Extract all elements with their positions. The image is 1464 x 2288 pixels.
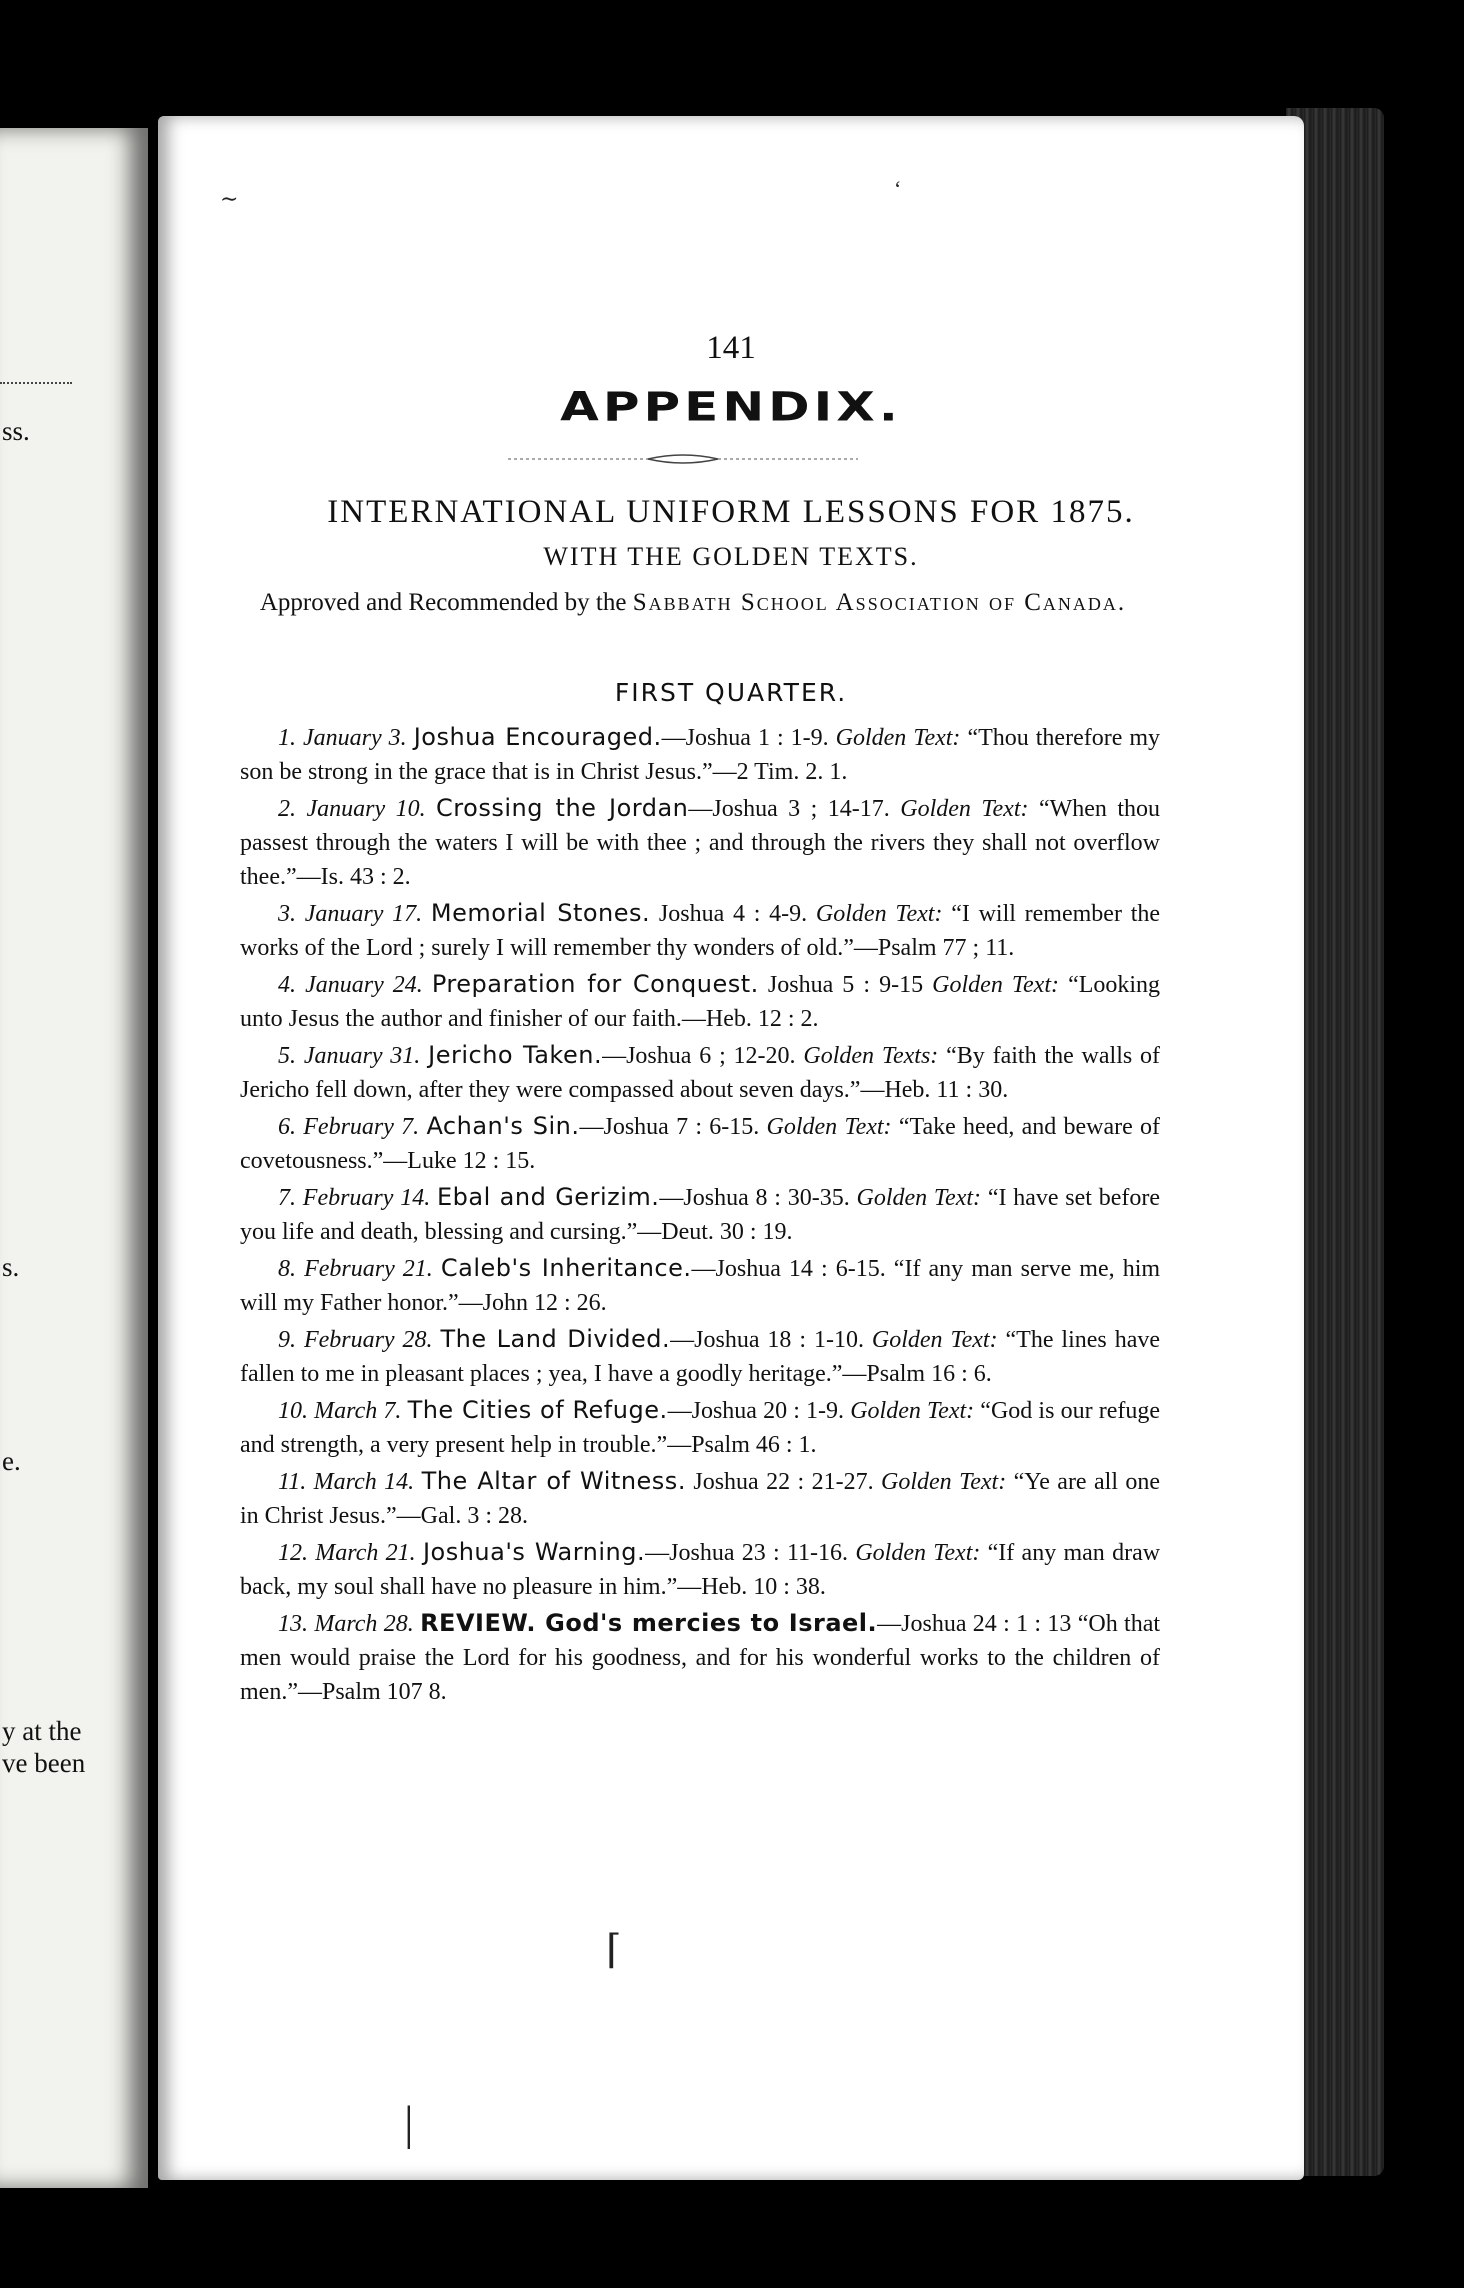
golden-text: “Looking unto Jesus the author and finisher of our faith.—Heb. 12 : 2. xyxy=(240,972,1161,1032)
lessons-subheading: WITH THE GOLDEN TEXTS. xyxy=(543,542,919,571)
golden-text: “God is our refuge and strength, a very present help in trouble.”—Psalm 46 : 1. xyxy=(240,1398,1161,1458)
lesson-reference: —Joshua 1 : 1-9. xyxy=(661,725,829,751)
lesson-date: March 28. xyxy=(314,1611,414,1637)
lesson-item xyxy=(240,1109,1160,1178)
approval-prefix: Approved and Recommended by the xyxy=(259,589,627,616)
golden-text-label: Golden Text: xyxy=(766,1114,892,1140)
lesson-title: The Land Divided. xyxy=(440,1325,671,1353)
left-page-rule xyxy=(0,382,72,384)
lesson-number: 13. xyxy=(278,1611,308,1637)
lesson-title: Caleb's Inheritance. xyxy=(440,1254,692,1282)
lesson-item xyxy=(240,1464,1160,1533)
lessons-heading: INTERNATIONAL UNIFORM LESSONS FOR 1875. xyxy=(327,494,1135,530)
golden-text-label: Golden Text: xyxy=(815,901,943,927)
golden-text-label: Golden Texts: xyxy=(803,1043,939,1069)
lesson-number: 2. xyxy=(278,796,296,822)
left-facing-page xyxy=(0,128,148,2188)
left-fragment: ve been xyxy=(2,1748,86,1778)
golden-text-label: Golden Text: xyxy=(881,1469,1007,1495)
lesson-date: March 21. xyxy=(315,1540,416,1566)
lesson-date: January 31. xyxy=(303,1043,421,1069)
lesson-reference: —Joshua 18 : 1-10. xyxy=(670,1327,864,1353)
golden-text-label: Golden Text: xyxy=(932,972,1059,998)
page-number: 141 xyxy=(706,330,756,366)
lesson-title: Jericho Taken. xyxy=(428,1041,603,1069)
lesson-reference: —Joshua 14 : 6-15. xyxy=(691,1256,886,1282)
left-fragment: y at the xyxy=(2,1716,82,1746)
golden-text: “The lines have fallen to me in pleasant places ; yea, I have a goodly heritage.”—Psalm 16 : 6. xyxy=(240,1327,1160,1387)
left-fragment: ss. xyxy=(2,416,30,446)
lesson-reference: —Joshua 8 : 30-35. xyxy=(659,1185,850,1211)
lesson-date: March 14. xyxy=(313,1469,415,1495)
lesson-item xyxy=(240,1606,1160,1709)
lesson-number: 6. xyxy=(278,1114,296,1140)
lesson-item xyxy=(240,1322,1160,1391)
lesson-reference: —Joshua 23 : 11-16. xyxy=(645,1540,849,1566)
golden-text: “Take heed, and beware of covetousness.”—Luke 12 : 15. xyxy=(240,1114,1161,1174)
ink-mark-icon: | xyxy=(404,2097,414,2150)
lesson-reference: —Joshua 24 : 1 : 13 xyxy=(877,1611,1072,1637)
lesson-list xyxy=(240,720,1160,1711)
lesson-date: January 3. xyxy=(303,725,407,751)
golden-text-label: Golden Text: xyxy=(856,1185,982,1211)
lesson-item xyxy=(240,1535,1160,1604)
lesson-date: January 24. xyxy=(305,972,423,998)
lesson-title: Crossing the Jordan xyxy=(436,794,689,822)
lesson-number: 3. xyxy=(278,901,296,927)
lesson-reference: —Joshua 7 : 6-15. xyxy=(579,1114,760,1140)
lesson-number: 5. xyxy=(278,1043,296,1069)
golden-text: “Thou therefore my son be strong in the grace that is in Christ Jesus.”—2 Tim. 2. 1. xyxy=(240,725,1161,785)
ink-mark-icon: ‘ xyxy=(894,176,902,201)
lesson-reference: Joshua 4 : 4-9. xyxy=(658,901,808,927)
lesson-number: 4. xyxy=(278,972,296,998)
lesson-date: February 28. xyxy=(303,1327,433,1353)
lesson-number: 8. xyxy=(278,1256,296,1282)
lesson-date: January 10. xyxy=(306,796,426,822)
golden-text-label: Golden Text: xyxy=(871,1327,998,1353)
lesson-title: Memorial Stones. xyxy=(430,899,651,927)
lesson-date: February 7. xyxy=(303,1114,420,1140)
lesson-number: 11. xyxy=(278,1469,307,1495)
lesson-date: March 7. xyxy=(314,1398,402,1424)
golden-text: “Ye are all one in Christ Jesus.”—Gal. 3 : 28. xyxy=(240,1469,1161,1529)
lesson-number: 12. xyxy=(278,1540,308,1566)
golden-text: “I will remember the works of the Lord ; surely I will remember thy wonders of old.”—Psalm 77 ; 11. xyxy=(240,901,1161,961)
lesson-title: Preparation for Conquest. xyxy=(431,970,759,998)
golden-text: “I have set before you life and death, blessing and cursing.”—Deut. 30 : 19. xyxy=(240,1185,1161,1245)
left-fragment: e. xyxy=(2,1446,21,1476)
lesson-item xyxy=(240,791,1160,894)
quarter-title: FIRST QUARTER. xyxy=(614,678,848,707)
association-name: Sabbath School Association of Canada. xyxy=(632,589,1127,616)
divider-ornament-icon xyxy=(488,452,878,466)
golden-text-label: Golden Text: xyxy=(835,725,961,751)
golden-text: “If any man draw back, my soul shall have no pleasure in him.”—Heb. 10 : 38. xyxy=(240,1540,1161,1600)
lesson-title: The Altar of Witness. xyxy=(421,1467,686,1495)
golden-text: “When thou passest through the waters I will be with thee ; and through the rivers they shall not overflow thee.”—Is. 43 : 2. xyxy=(240,796,1161,890)
lesson-title: Joshua Encouraged. xyxy=(413,723,662,751)
golden-text-label: Golden Text: xyxy=(855,1540,981,1566)
lesson-title: Achan's Sin. xyxy=(426,1112,580,1140)
lesson-title: REVIEW. God's mercies to Israel. xyxy=(420,1609,878,1637)
lesson-date: February 14. xyxy=(302,1185,431,1211)
golden-text-label: Golden Text: xyxy=(850,1398,975,1424)
lesson-number: 7. xyxy=(278,1185,296,1211)
lesson-reference: —Joshua 6 ; 12-20. xyxy=(602,1043,796,1069)
lesson-item xyxy=(240,1393,1160,1462)
lesson-reference: Joshua 5 : 9-15 xyxy=(767,972,924,998)
lesson-title: The Cities of Refuge. xyxy=(407,1396,668,1424)
lesson-date: January 17. xyxy=(304,901,423,927)
lesson-number: 10. xyxy=(278,1398,308,1424)
lesson-reference: —Joshua 20 : 1-9. xyxy=(667,1398,845,1424)
lesson-title: Joshua's Warning. xyxy=(422,1538,646,1566)
lesson-item xyxy=(240,1180,1160,1249)
left-fragment: s. xyxy=(2,1252,20,1282)
approval-note xyxy=(238,586,1148,620)
lesson-item xyxy=(240,896,1160,965)
lesson-item xyxy=(240,1038,1160,1107)
golden-text-label: Golden Text: xyxy=(900,796,1029,822)
ink-mark-icon: ∼ xyxy=(220,186,239,211)
lesson-date: February 21. xyxy=(304,1256,433,1282)
golden-text: “Oh that men would praise the Lord for his goodness, and for his wonderful works to the children of men.”—Psalm 107 8. xyxy=(240,1611,1161,1705)
lesson-number: 9. xyxy=(278,1327,296,1353)
lesson-title: Ebal and Gerizim. xyxy=(436,1183,660,1211)
lesson-item xyxy=(240,1251,1160,1320)
book-page xyxy=(158,116,1304,2180)
lesson-item xyxy=(240,967,1160,1036)
lesson-item xyxy=(240,720,1160,789)
appendix-title: APPENDIX. xyxy=(560,383,902,431)
golden-text: “By faith the walls of Jericho fell down, after they were compassed about seven days.”—Heb. 11 : 30. xyxy=(240,1043,1161,1103)
lesson-number: 1. xyxy=(278,725,296,751)
ink-mark-icon: ⌈ xyxy=(606,1927,622,1972)
lesson-reference: —Joshua 3 ; 14-17. xyxy=(688,796,890,822)
golden-text: “If any man serve me, him will my Father honor.”—John 12 : 26. xyxy=(240,1256,1161,1316)
lesson-reference: Joshua 22 : 21-27. xyxy=(693,1469,874,1495)
